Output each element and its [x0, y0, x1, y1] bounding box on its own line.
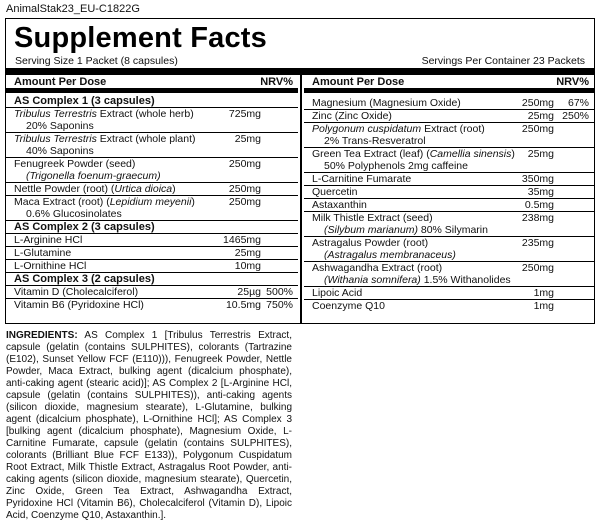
nutrient-amount: 0.5mg	[524, 199, 554, 211]
left-column	[6, 75, 298, 323]
ingredients-label: INGREDIENTS:	[6, 330, 78, 341]
nutrient-nrv: 750%	[266, 299, 293, 311]
nutrient-name: Fenugreek Powder (seed)	[14, 158, 136, 170]
nutrient-name: Astaxanthin	[312, 199, 367, 211]
nutrient-row	[6, 133, 298, 158]
nutrient-amount: 235mg	[521, 237, 554, 249]
nutrient-row	[6, 108, 298, 133]
nutrient-amount: 1mg	[533, 287, 554, 299]
nutrient-nrv: 500%	[266, 286, 293, 298]
ingredients-block	[6, 330, 292, 522]
nutrient-row	[304, 148, 594, 173]
nutrient-row	[304, 237, 594, 262]
nutrient-amount: 25mg	[527, 110, 554, 122]
nutrient-name: Zinc (Zinc Oxide)	[312, 110, 392, 122]
nutrient-name-italic: Urtica dioica	[114, 183, 173, 195]
nutrient-name: Extract (whole plant)	[96, 133, 196, 145]
nutrient-amount: 10mg	[234, 260, 261, 272]
nutrient-detail: 2% Trans-Resveratrol	[324, 135, 426, 147]
nutrient-row	[6, 260, 298, 273]
nutrient-detail: 80% Silymarin	[417, 224, 488, 236]
nutrient-detail-italic: (Astragalus membranaceus)	[324, 249, 456, 261]
nutrient-name-end: )	[191, 196, 195, 208]
nutrient-name-end: )	[511, 148, 515, 160]
complex-1-heading	[6, 95, 298, 108]
nutrient-row	[6, 158, 298, 183]
nutrient-amount: 350mg	[521, 173, 554, 185]
nutrient-name: Milk Thistle Extract (seed)	[312, 212, 433, 224]
nutrient-name-italic: Polygonum cuspidatum	[312, 123, 422, 135]
product-code: AnimalStak23_EU-C1822G	[6, 3, 140, 15]
column-divider	[300, 75, 302, 323]
nutrient-row	[6, 286, 298, 299]
nutrient-detail: 1.5% Withanolides	[420, 274, 511, 286]
nutrient-name-italic: Camellia sinensis	[429, 148, 512, 160]
complex-1-label: AS Complex 1 (3 capsules)	[14, 95, 155, 107]
nutrient-row	[6, 196, 298, 221]
complex-3-label: AS Complex 3 (2 capsules)	[14, 273, 155, 285]
nutrient-name: Lipoic Acid	[312, 287, 363, 299]
nutrient-name: Extract (whole herb)	[96, 108, 194, 120]
nutrient-detail: 50% Polyphenols 2mg caffeine	[324, 160, 468, 172]
nutrient-nrv: 67%	[567, 97, 589, 109]
nutrient-row	[6, 183, 298, 196]
nutrient-name: Ashwagandha Extract (root)	[312, 262, 443, 274]
nutrient-detail: 40% Saponins	[26, 145, 94, 157]
ingredients-text: AS Complex 1 [Tribulus Terrestris Extract, capsule (gelatin (contains SULPHITES), colorants (Tartrazine (E102), Sunset Yellow FCF (E110))), Fenugreek Powder, Nettle Powder, Maca Extract, bulking agent (dicalcium phosphate), anti-caking agent (stearic acid)]; AS Complex 2 [L-Arginine HCl, capsule (gelatin (contains SULPHITES)), anti-caking agents (silicon dioxide, magnesium stearate), L-Glutamine, bulking agent (dicalcium phosphate), L-Ornithine HCl]; AS Complex 3 [bulking agent (dicalcium phosphate), Magnesium Oxide, L-Carnitine Fumarate, capsule (gelatin (contains SULPHITES), colorants (Brilliant Blue FCF E133)), Polygonum Cuspidatum Root Extract, Milk Thistle Extract, Astragalus Root Powder, anti-caking agents (silicon dioxide, magnesium stearate), Quercetin, Zinc Oxide, Green Tea Extract, Ashwagandha Extract, Pyridoxine HCl (Vitamin B6), Cholecalciferol (Vitamin D), Lipoic Acid, Coenzyme Q10, Astaxanthin.].	[6, 330, 292, 521]
complex-3-heading	[6, 273, 298, 286]
nutrient-amount: 1mg	[533, 300, 554, 312]
nutrient-detail-italic: (Silybum marianum)	[324, 224, 418, 236]
nrv-header: NRV%	[556, 76, 589, 88]
complex-2-label: AS Complex 2 (3 capsules)	[14, 221, 155, 233]
nutrient-row	[304, 262, 594, 287]
nutrient-amount: 250mg	[228, 158, 261, 170]
nutrient-amount: 250mg	[521, 97, 554, 109]
nutrient-amount: 25mg	[234, 133, 261, 145]
nutrient-amount: 250mg	[521, 123, 554, 135]
header-divider	[304, 89, 594, 93]
nutrient-name: Extract (root)	[421, 123, 485, 135]
nutrient-row	[6, 247, 298, 260]
amount-header: Amount Per Dose	[14, 76, 107, 88]
nutrient-name: Coenzyme Q10	[312, 300, 385, 312]
nutrient-name-italic: Lepidium meyenii	[109, 196, 192, 208]
nutrient-amount: 1465mg	[223, 234, 261, 246]
nutrient-name: Quercetin	[312, 186, 358, 198]
nutrient-amount: 250mg	[228, 196, 261, 208]
serving-size: Serving Size 1 Packet (8 capsules)	[15, 55, 178, 67]
left-header	[6, 75, 298, 89]
nutrient-name: Nettle Powder (root) (	[14, 183, 115, 195]
nutrient-detail: 20% Saponins	[26, 120, 94, 132]
nutrient-name: L-Carnitine Fumarate	[312, 173, 412, 185]
nutrient-row	[304, 97, 594, 110]
nutrient-name: L-Arginine HCl	[14, 234, 83, 246]
nutrient-amount: 35mg	[527, 186, 554, 198]
nutrient-name: Vitamin B6 (Pyridoxine HCl)	[14, 299, 144, 311]
nutrient-row	[6, 234, 298, 247]
nutrient-row	[304, 199, 594, 212]
nutrient-amount: 25mg	[527, 148, 554, 160]
supplement-facts-panel	[5, 18, 595, 324]
right-column	[304, 75, 594, 323]
complex-2-heading	[6, 221, 298, 234]
thick-divider	[6, 68, 594, 75]
nutrient-amount: 725mg	[228, 108, 261, 120]
nutrient-row	[304, 287, 594, 300]
nutrient-name-italic: Tribulus Terrestris	[14, 133, 97, 145]
nutrient-row	[304, 123, 594, 148]
nutrient-row	[304, 300, 594, 312]
nutrient-name: Magnesium (Magnesium Oxide)	[312, 97, 461, 109]
panel-title: Supplement Facts	[14, 22, 267, 54]
nutrient-name: L-Glutamine	[14, 247, 72, 259]
nutrient-name: L-Ornithine HCl	[14, 260, 87, 272]
nutrient-amount: 250mg	[228, 183, 261, 195]
nutrient-amount: 238mg	[521, 212, 554, 224]
nutrient-name: Green Tea Extract (leaf) (	[312, 148, 430, 160]
nutrient-row	[304, 173, 594, 186]
nutrient-detail-italic: (Withania somnifera)	[324, 274, 421, 286]
nutrient-name: Vitamin D (Cholecalciferol)	[14, 286, 139, 298]
nutrient-row	[304, 110, 594, 123]
nutrient-amount: 25µg	[237, 286, 261, 298]
nutrient-nrv: 250%	[562, 110, 589, 122]
header-divider	[6, 89, 298, 93]
nrv-header: NRV%	[260, 76, 293, 88]
nutrient-amount: 250mg	[521, 262, 554, 274]
nutrient-name: Astragalus Powder (root)	[312, 237, 429, 249]
amount-header: Amount Per Dose	[312, 76, 405, 88]
nutrient-detail: (Trigonella foenum-graecum)	[26, 170, 161, 182]
nutrient-amount: 25mg	[234, 247, 261, 259]
nutrient-row	[6, 299, 298, 311]
nutrient-name: Maca Extract (root) (	[14, 196, 110, 208]
nutrient-name-italic: Tribulus Terrestris	[14, 108, 97, 120]
nutrient-row	[304, 212, 594, 237]
nutrient-amount: 10.5mg	[225, 299, 261, 311]
nutrient-row	[304, 186, 594, 199]
servings-per-container: Servings Per Container 23 Packets	[421, 55, 585, 67]
nutrient-name-end: )	[172, 183, 176, 195]
nutrient-detail: 0.6% Glucosinolates	[26, 208, 122, 220]
right-header	[304, 75, 594, 89]
